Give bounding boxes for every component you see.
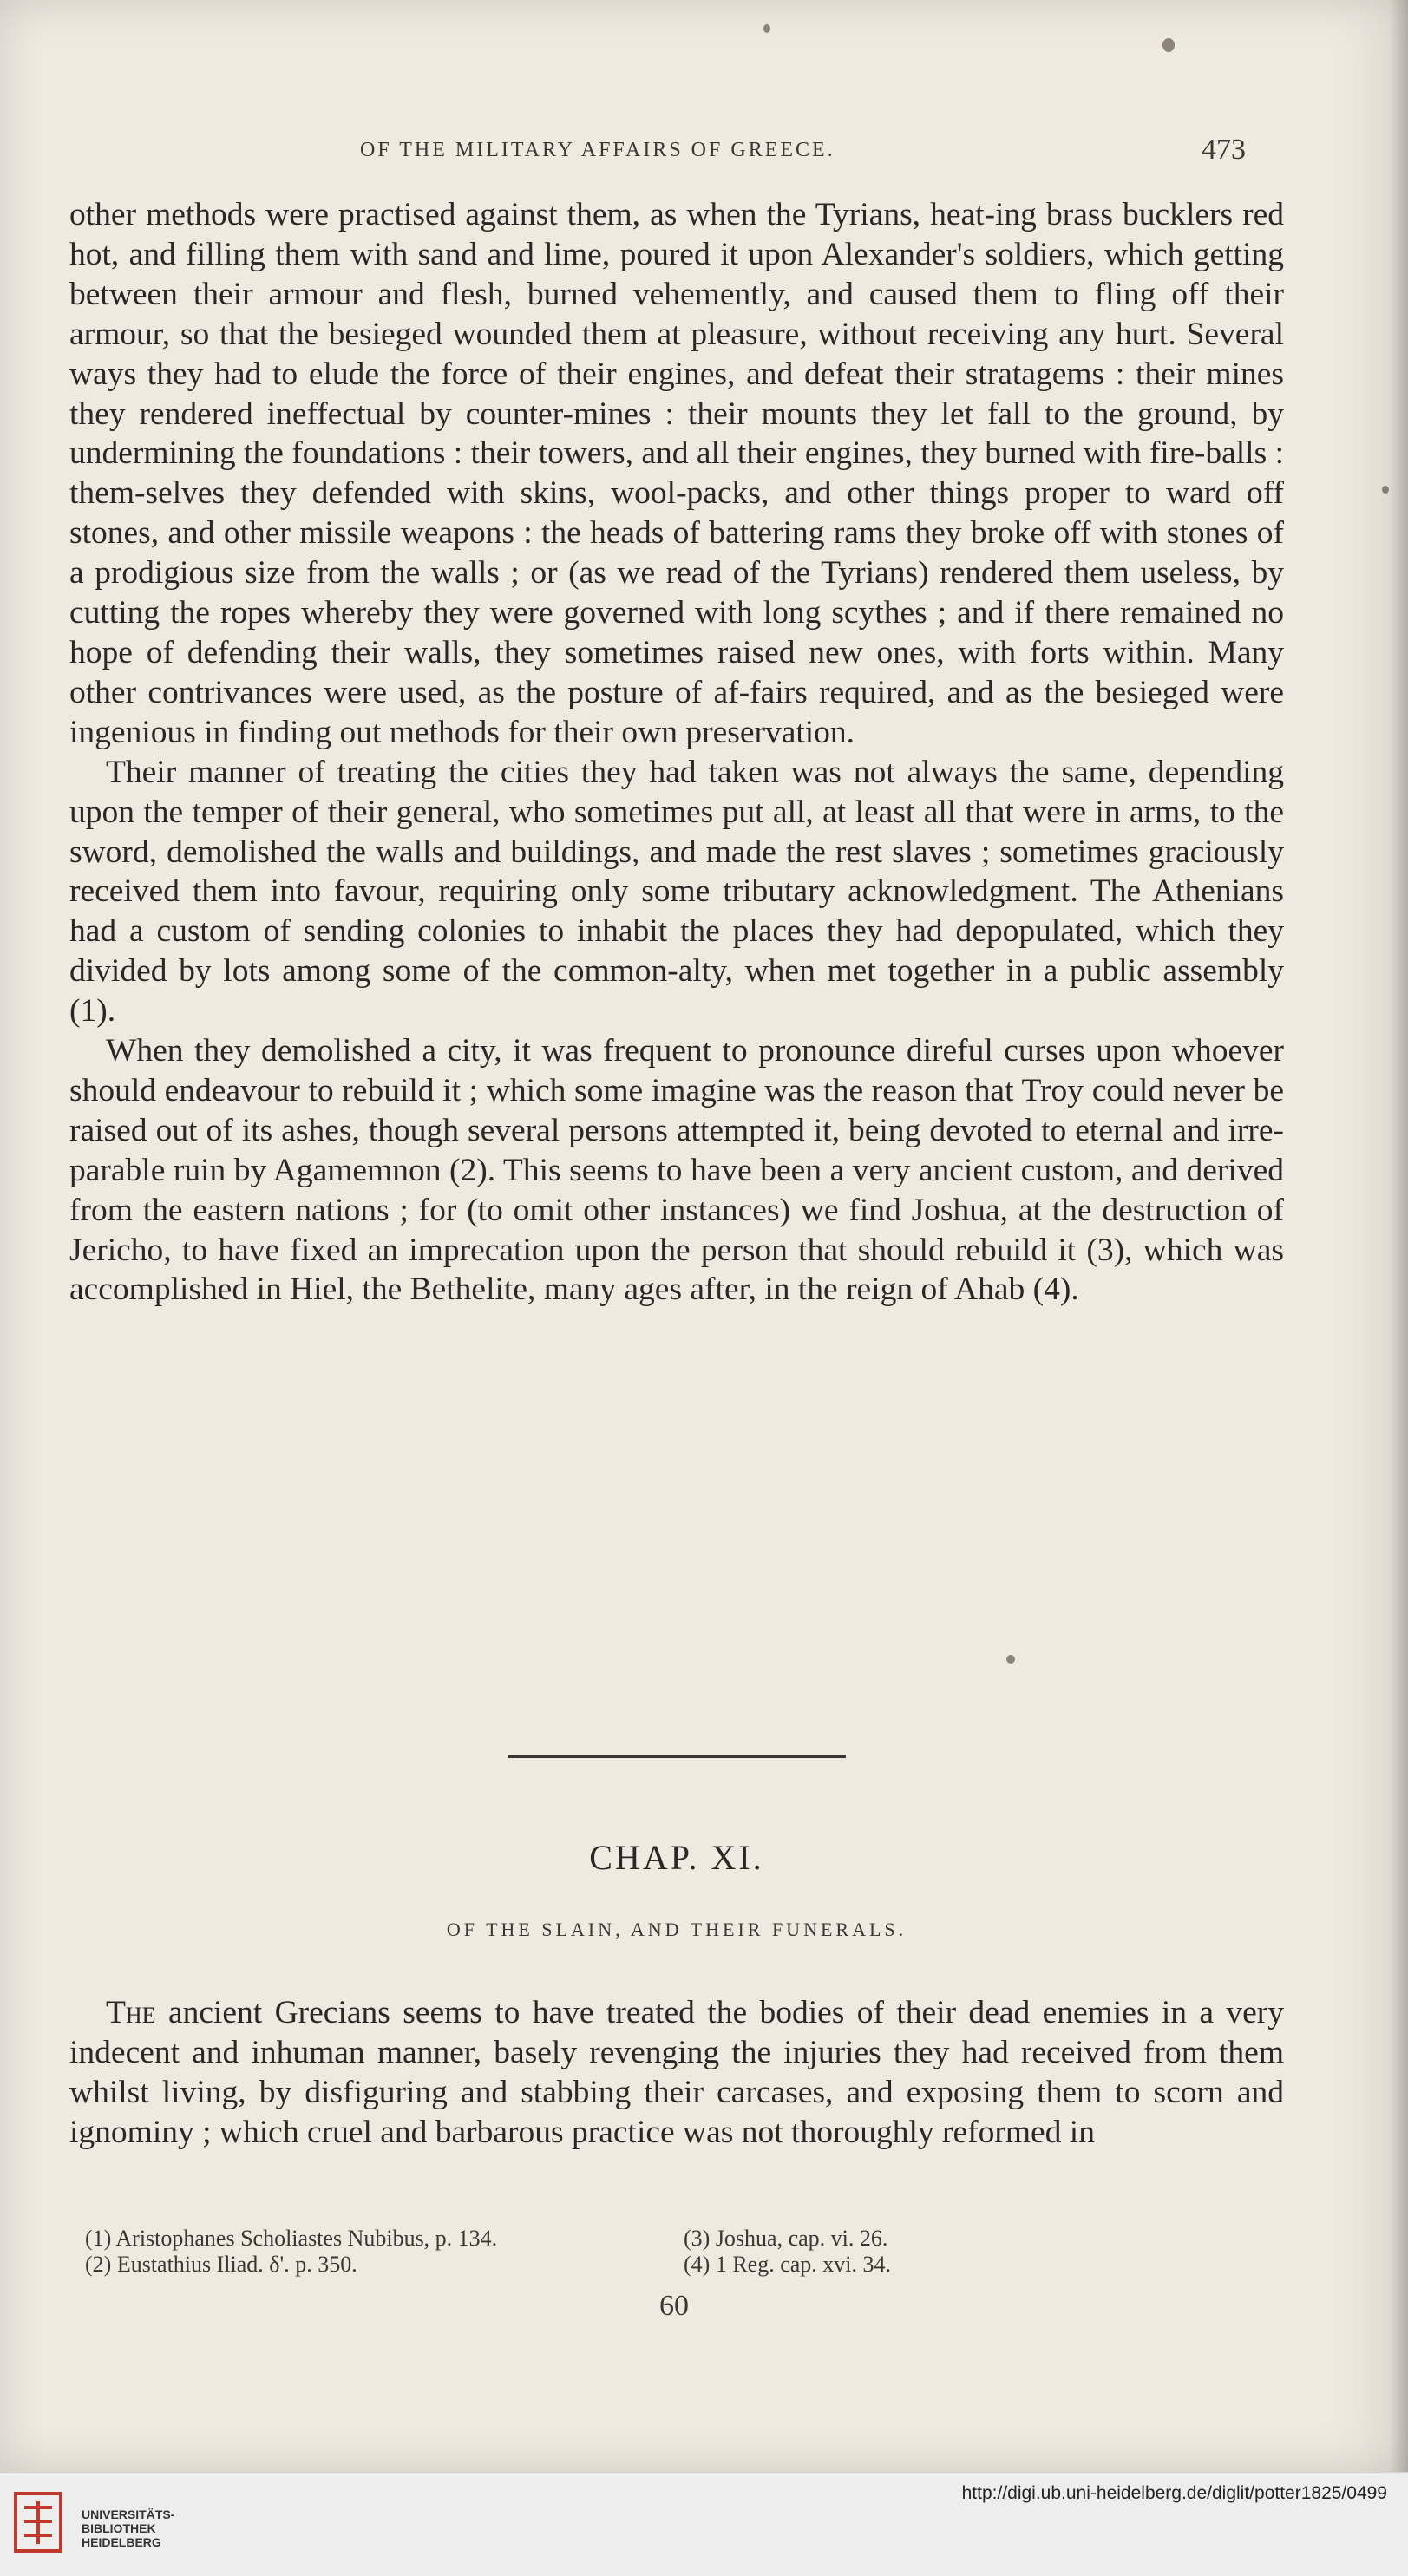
body-text — [69, 195, 1284, 1310]
ink-spot — [1162, 38, 1175, 52]
ink-spot — [763, 24, 770, 33]
footnotes-right-column — [684, 2226, 1204, 2278]
viewer-footer — [0, 2472, 1408, 2576]
source-url-link[interactable]: http://digi.ub.uni-heidelberg.de/diglit/potter1825/0499 — [961, 2483, 1387, 2503]
running-head — [0, 134, 1408, 173]
running-title: OF THE MILITARY AFFAIRS OF GREECE. — [360, 139, 835, 161]
section-rule — [508, 1755, 846, 1758]
library-name — [82, 2507, 174, 2549]
paragraph: other methods were practised against them, as when the Tyrians, heat-ing brass bucklers red hot, and filling them with sand and lime, poured it upon Alexander's soldiers, which getting between their armour and flesh, burned vehemently, and caused them to fling off their armour, so that the besieged wounded them at pleasure, without receiving any hurt. Several ways they had to elude the force of their engines, and defeat their stratagems : their mines they rendered ineffectual by counter-mines : their mounts they let fall to the ground, by undermining the foundations : their towers, and all their engines, they burned with fire-balls : them-selves they defended with skins, wool-packs, and other things proper to ward off stones, and other missile weapons : the heads of battering rams they broke off with stones of a prodigious size from the walls ; or (as we read of the Tyrians) rendered them useless, by cutting the ropes whereby they were governed with long scythes ; and if there remained no hope of defending their walls, they sometimes raised new ones, with forts within. Many other contrivances were used, as the posture of af-fairs required, and as the besieged were ingenious in finding out methods for their own preservation. — [69, 197, 1284, 750]
footnotes-left-column — [85, 2226, 675, 2278]
chapter-opening-paragraph — [69, 1993, 1284, 2153]
library-name-line: UNIVERSITÄTS- — [82, 2507, 175, 2521]
footnote: (3) Joshua, cap. vi. 26. — [684, 2226, 888, 2251]
footnote: (2) Eustathius Iliad. δ'. p. 350. — [85, 2252, 357, 2277]
paragraph: Their manner of treating the cities they had taken was not always the same, depending upon the temper of their general, who sometimes put all, at least all that were in arms, to the sword, demolished the walls and buildings, and made the rest slaves ; sometimes graciously received them into favour, requiring only some tributary acknowledgment. The Athenians had a custom of sending colonies to inhabit the places they had depopulated, which they divided by lots among some of the common-alty, when met together in a public assembly (1). — [69, 754, 1284, 1030]
chapter-opening-word: The — [106, 1995, 156, 2030]
ink-spot — [1382, 486, 1389, 494]
ink-spot — [1006, 1655, 1015, 1664]
chapter-heading: CHAP. XI. — [589, 1838, 764, 1877]
heidelberg-library-logo-icon — [12, 2488, 64, 2556]
signature-mark: 60 — [659, 2290, 689, 2322]
chapter-subheading: OF THE SLAIN, AND THEIR FUNERALS. — [446, 1919, 907, 1940]
footnote: (4) 1 Reg. cap. xvi. 34. — [684, 2252, 892, 2277]
page-number: 473 — [1202, 134, 1246, 166]
chapter-opening-text: ancient Grecians seems to have treated the bodies of their dead enemies in a very indecent and inhuman manner, basely revenging the injuries they had received from them whilst living, by disfiguring and stabbing their carcases, and exposing them to scorn and ignominy ; which cruel and barbarous practice was not thoroughly reformed in — [69, 1995, 1284, 2150]
library-name-line: HEIDELBERG — [82, 2535, 161, 2549]
paragraph: When they demolished a city, it was frequent to pronounce direful curses upon whoever should endeavour to rebuild it ; which some imagine was the reason that Troy could never be raised out of its ashes, though several persons attempted it, being devoted to eternal and irre-parable ruin by Agamemnon (2). This seems to have been a very ancient custom, and derived from the eastern nations ; for (to omit other instances) we find Joshua, at the destruction of Jericho, to have fixed an imprecation upon the person that should rebuild it (3), which was accomplished in Hiel, the Bethelite, many ages after, in the reign of Ahab (4). — [69, 1033, 1284, 1308]
footnote: (1) Aristophanes Scholiastes Nubibus, p. 134. — [85, 2226, 498, 2251]
library-name-line: BIBLIOTHEK — [82, 2521, 156, 2535]
